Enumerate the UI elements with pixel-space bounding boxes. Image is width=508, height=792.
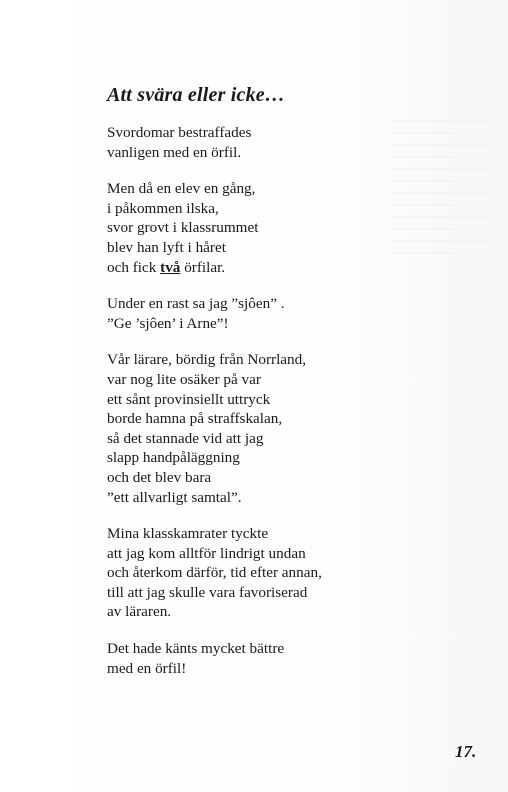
poem-line: Svordomar bestraffades — [107, 124, 252, 141]
emphasized-word: två — [160, 258, 181, 276]
bleed-through-decoration — [390, 120, 500, 264]
stanza-5 — [107, 524, 322, 622]
line-text-before: och fick — [107, 258, 161, 276]
stanza-6 — [107, 639, 322, 678]
poem-line: Vår lärare, bördig från Norrland, — [107, 351, 307, 369]
poem-line: att jag kom alltför lindrigt undan — [107, 544, 306, 562]
stanza-2 — [107, 179, 322, 277]
poem-line: vanligen med en örfil. — [107, 143, 242, 161]
poem-line: av läraren. — [107, 603, 172, 621]
poem-line: blev han lyft i håret — [107, 238, 226, 256]
poem-line: så det stannade vid att jag — [107, 429, 264, 447]
line-text-after: örfilar. — [180, 258, 226, 276]
stanza-4 — [107, 350, 322, 507]
poem-line-emphasis — [107, 258, 322, 278]
poem-line: borde hamna på straffskalan, — [107, 410, 283, 428]
poem-line: ett sånt provinsiellt uttryck — [107, 390, 271, 408]
poem-line: Men då en elev en gång, — [107, 180, 256, 198]
poem-line: och det blev bara — [107, 468, 212, 486]
poem-line: ”Ge ’sjôen’ i Arne”! — [107, 314, 229, 332]
poem-line: ”ett allvarligt samtal”. — [107, 488, 242, 506]
poem-line: och återkom därför, tid efter annan, — [107, 564, 322, 582]
poem-line: var nog lite osäker på var — [107, 370, 261, 388]
poem-body — [107, 123, 322, 695]
poem-line: slapp handpåläggning — [107, 449, 240, 467]
stanza-3 — [107, 294, 322, 333]
stanza-1 — [107, 123, 322, 162]
poem-title: Att svära eller icke… — [107, 84, 286, 106]
poem-line: svor grovt i klassrummet — [107, 219, 259, 237]
poem-line: med en örfil! — [107, 659, 187, 677]
page-number: 17. — [455, 742, 477, 761]
poem-line: Mina klasskamrater tyckte — [107, 525, 269, 543]
poem-line: Under en rast sa jag ”sjôen” . — [107, 295, 285, 313]
poem-line: till att jag skulle vara favoriserad — [107, 583, 308, 601]
poem-line: Det hade känts mycket bättre — [107, 640, 285, 658]
poem-line: i påkommen ilska, — [107, 199, 219, 217]
